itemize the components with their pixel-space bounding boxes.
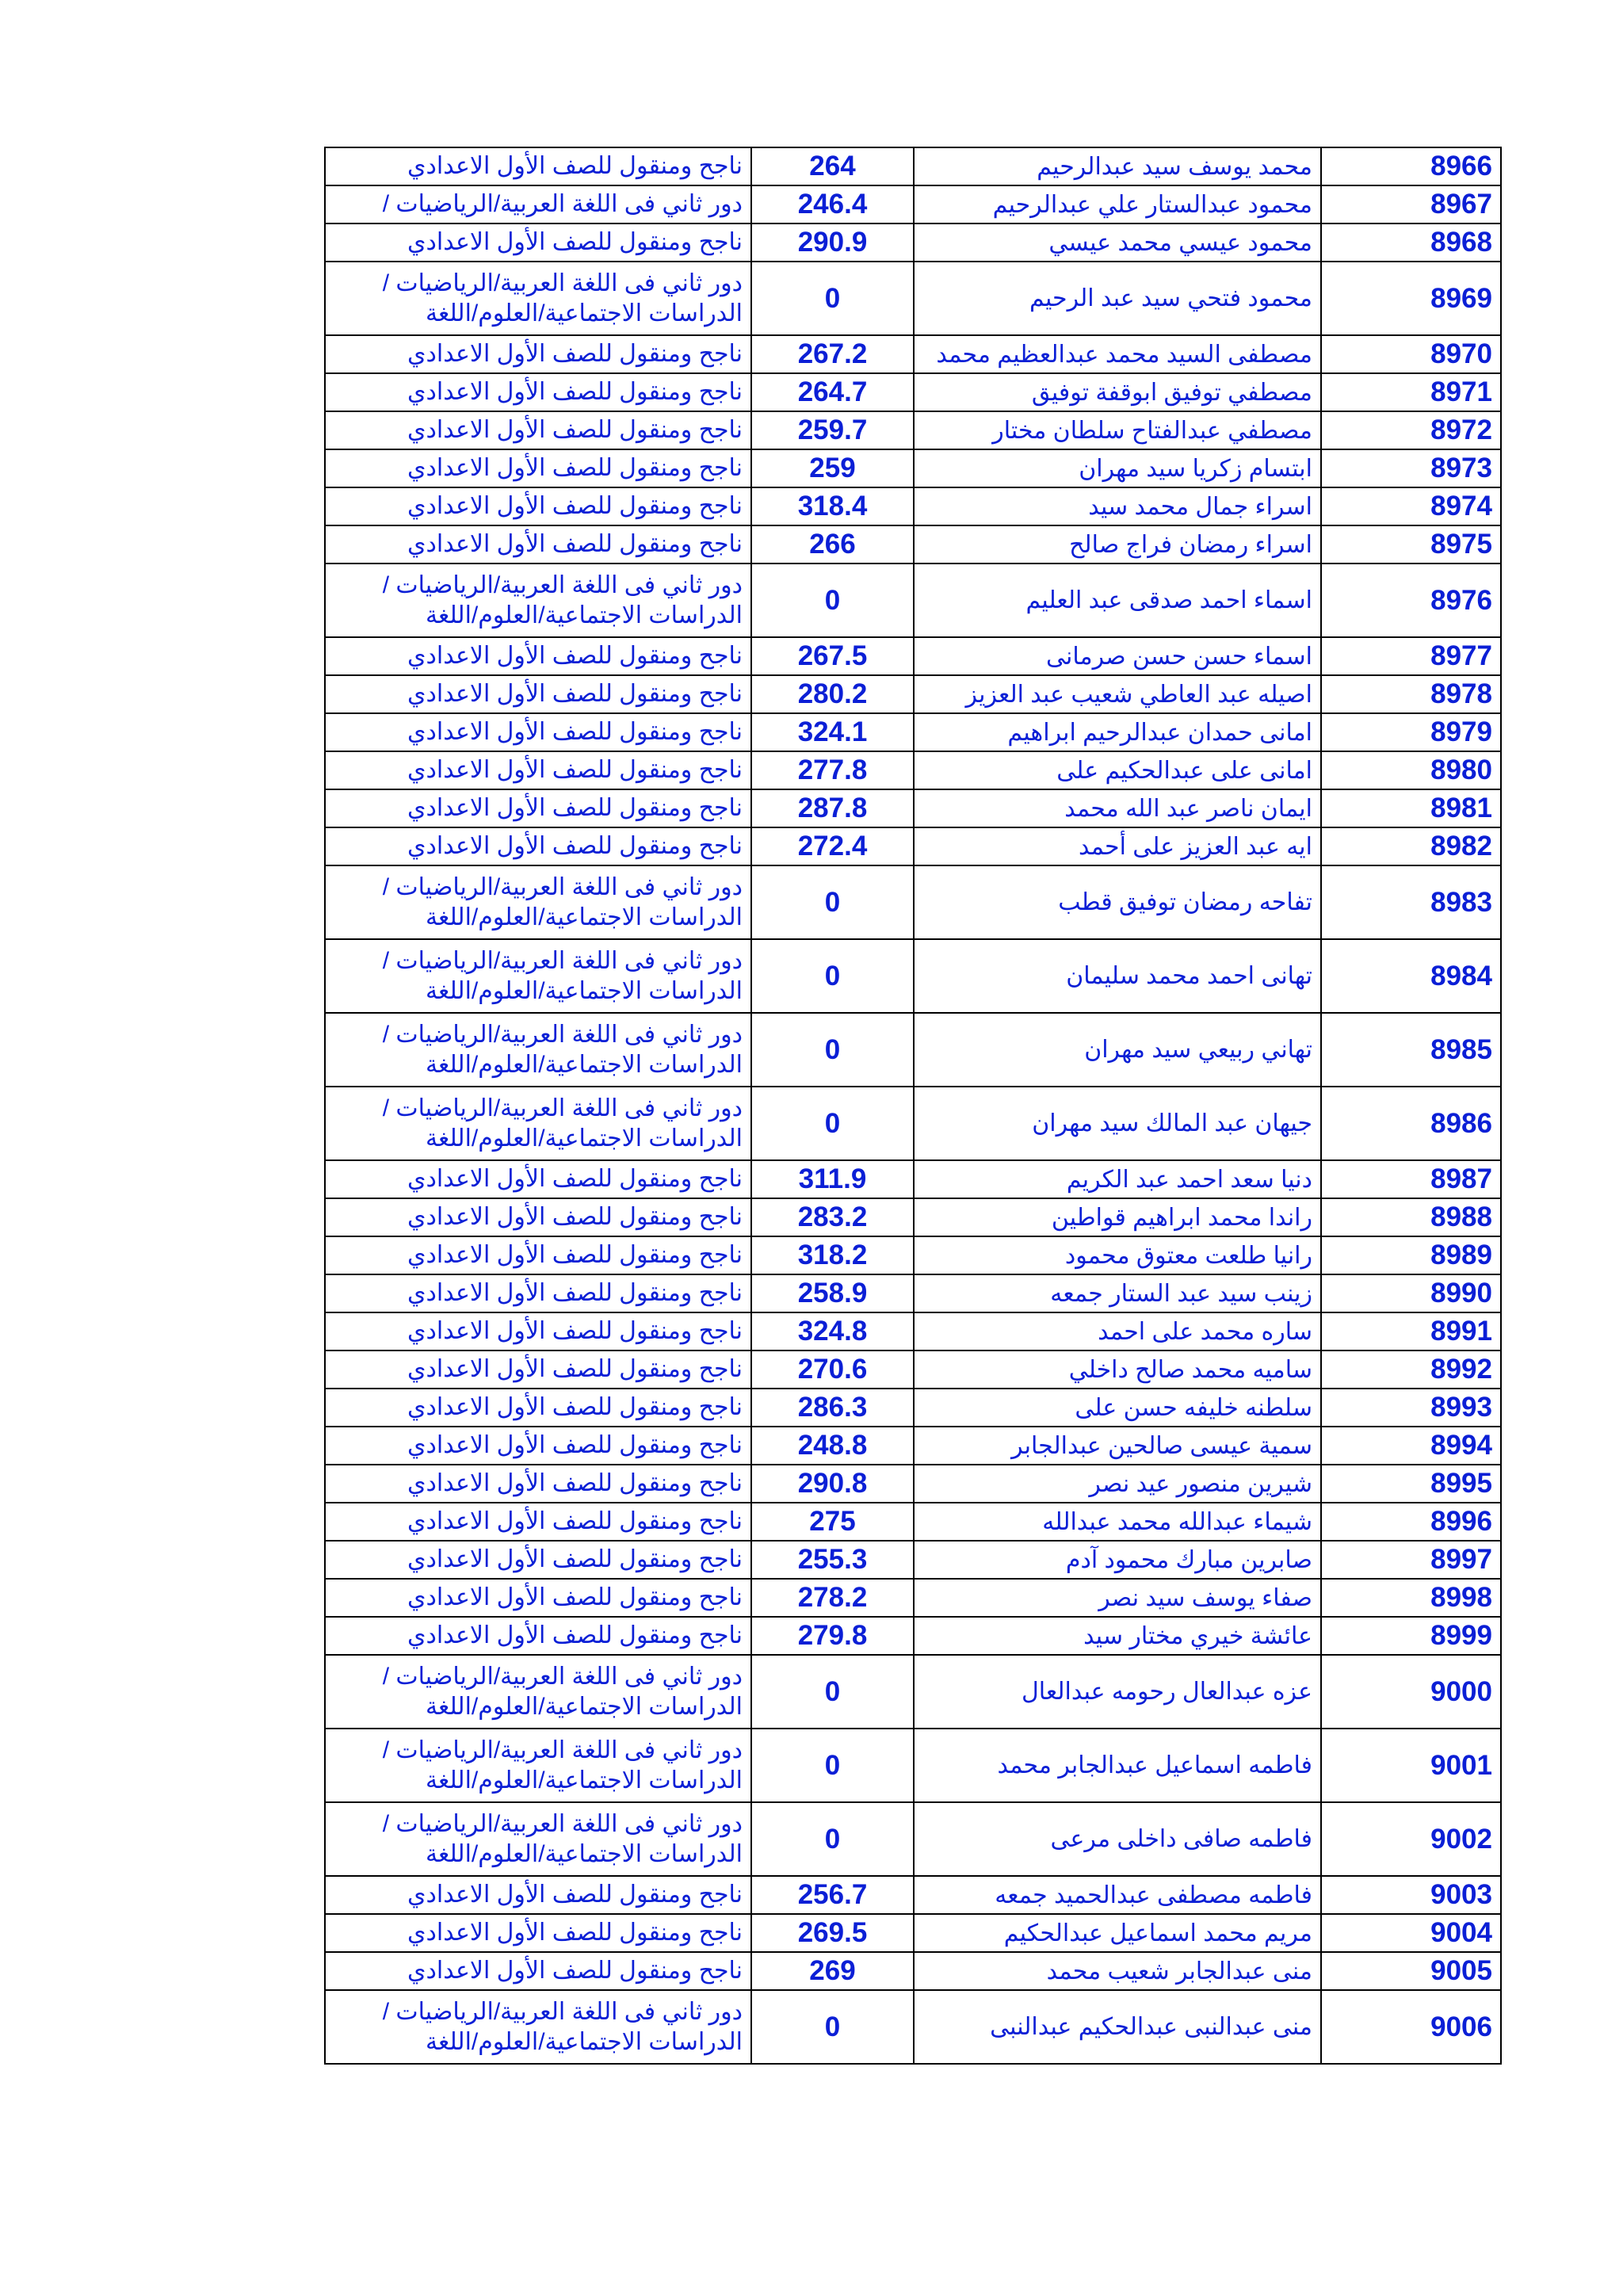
status-cell: ناجح ومنقول للصف الأول الاعدادي: [325, 1274, 751, 1312]
seat-number-cell: 8993: [1321, 1389, 1501, 1427]
student-name-cell: ساميه محمد صالح داخلي: [914, 1350, 1321, 1389]
student-name-cell: فاطمه صافى داخلى مرعى: [914, 1802, 1321, 1876]
seat-number-cell: 8969: [1321, 262, 1501, 335]
table-row: [325, 563, 1501, 637]
seat-number-cell: 8983: [1321, 865, 1501, 939]
student-name-cell: اسماء حسن حسن صرمانى: [914, 637, 1321, 675]
student-name-cell: ساره محمد على احمد: [914, 1312, 1321, 1350]
score-cell: 264.7: [751, 373, 914, 411]
score-cell: 270.6: [751, 1350, 914, 1389]
table-row: [325, 1914, 1501, 1952]
score-cell: 0: [751, 1729, 914, 1802]
table-row: [325, 335, 1501, 373]
seat-number-cell: 8987: [1321, 1160, 1501, 1198]
status-cell: ناجح ومنقول للصف الأول الاعدادي: [325, 789, 751, 827]
score-cell: 324.8: [751, 1312, 914, 1350]
student-name-cell: رانيا طلعت معتوق محمود: [914, 1236, 1321, 1274]
status-cell: ناجح ومنقول للصف الأول الاعدادي: [325, 487, 751, 525]
student-name-cell: محمود عبدالستار علي عبدالرحيم: [914, 185, 1321, 223]
seat-number-cell: 8977: [1321, 637, 1501, 675]
score-cell: 278.2: [751, 1579, 914, 1617]
seat-number-cell: 9003: [1321, 1876, 1501, 1914]
student-name-cell: عائشة خيري مختار سيد: [914, 1617, 1321, 1655]
table-row: [325, 449, 1501, 487]
seat-number-cell: 9000: [1321, 1655, 1501, 1729]
seat-number-cell: 8990: [1321, 1274, 1501, 1312]
score-cell: 286.3: [751, 1389, 914, 1427]
seat-number-cell: 8966: [1321, 147, 1501, 185]
seat-number-cell: 8980: [1321, 751, 1501, 789]
seat-number-cell: 8988: [1321, 1198, 1501, 1236]
status-cell: ناجح ومنقول للصف الأول الاعدادي: [325, 1952, 751, 1990]
student-name-cell: تفاحه رمضان توفيق قطب: [914, 865, 1321, 939]
score-cell: 267.5: [751, 637, 914, 675]
seat-number-cell: 9002: [1321, 1802, 1501, 1876]
status-cell: ناجح ومنقول للصف الأول الاعدادي: [325, 1160, 751, 1198]
table-row: [325, 1389, 1501, 1427]
status-cell: دور ثاني فى اللغة العربية/الرياضيات / الدراسات الاجتماعية/العلوم/اللغة: [325, 1087, 751, 1160]
status-cell: ناجح ومنقول للصف الأول الاعدادي: [325, 1389, 751, 1427]
score-cell: 259.7: [751, 411, 914, 449]
seat-number-cell: 8996: [1321, 1503, 1501, 1541]
table-row: [325, 185, 1501, 223]
table-row: [325, 1729, 1501, 1802]
table-row: [325, 262, 1501, 335]
table-row: [325, 1465, 1501, 1503]
status-cell: ناجح ومنقول للصف الأول الاعدادي: [325, 1914, 751, 1952]
table-row: [325, 1274, 1501, 1312]
seat-number-cell: 8986: [1321, 1087, 1501, 1160]
seat-number-cell: 9001: [1321, 1729, 1501, 1802]
table-row: [325, 411, 1501, 449]
seat-number-cell: 8997: [1321, 1541, 1501, 1579]
status-cell: دور ثاني فى اللغة العربية/الرياضيات / الدراسات الاجتماعية/العلوم/اللغة: [325, 939, 751, 1013]
student-name-cell: ايمان ناصر عبد الله محمد: [914, 789, 1321, 827]
score-cell: 269: [751, 1952, 914, 1990]
student-name-cell: فاطمه اسماعيل عبدالجابر محمد: [914, 1729, 1321, 1802]
status-cell: ناجح ومنقول للصف الأول الاعدادي: [325, 411, 751, 449]
status-cell: ناجح ومنقول للصف الأول الاعدادي: [325, 147, 751, 185]
student-name-cell: مصطفي عبدالفتاح سلطان مختار: [914, 411, 1321, 449]
seat-number-cell: 8967: [1321, 185, 1501, 223]
seat-number-cell: 8991: [1321, 1312, 1501, 1350]
score-cell: 324.1: [751, 713, 914, 751]
status-cell: ناجح ومنقول للصف الأول الاعدادي: [325, 1312, 751, 1350]
status-cell: دور ثاني فى اللغة العربية/الرياضيات / الدراسات الاجتماعية/العلوم/اللغة: [325, 1802, 751, 1876]
student-name-cell: امانى على عبدالحكيم على: [914, 751, 1321, 789]
student-name-cell: راندا محمد ابراهيم قواطين: [914, 1198, 1321, 1236]
table-row: [325, 525, 1501, 563]
student-name-cell: مريم محمد اسماعيل عبدالحكيم: [914, 1914, 1321, 1952]
score-cell: 269.5: [751, 1914, 914, 1952]
status-cell: ناجح ومنقول للصف الأول الاعدادي: [325, 335, 751, 373]
status-cell: ناجح ومنقول للصف الأول الاعدادي: [325, 1503, 751, 1541]
seat-number-cell: 8974: [1321, 487, 1501, 525]
student-name-cell: محمود عيسي محمد عيسي: [914, 223, 1321, 262]
status-cell: ناجح ومنقول للصف الأول الاعدادي: [325, 675, 751, 713]
student-name-cell: مصطفى السيد محمد عبدالعظيم محمد: [914, 335, 1321, 373]
student-name-cell: منى عبدالجابر شعيب محمد: [914, 1952, 1321, 1990]
seat-number-cell: 9004: [1321, 1914, 1501, 1952]
score-cell: 311.9: [751, 1160, 914, 1198]
status-cell: ناجح ومنقول للصف الأول الاعدادي: [325, 1465, 751, 1503]
student-name-cell: اسماء احمد صدقى عبد العليم: [914, 563, 1321, 637]
seat-number-cell: 8982: [1321, 827, 1501, 865]
student-name-cell: محمد يوسف سيد عبدالرحيم: [914, 147, 1321, 185]
status-cell: ناجح ومنقول للصف الأول الاعدادي: [325, 1427, 751, 1465]
table-row: [325, 1952, 1501, 1990]
seat-number-cell: 9005: [1321, 1952, 1501, 1990]
score-cell: 248.8: [751, 1427, 914, 1465]
score-cell: 0: [751, 1655, 914, 1729]
student-name-cell: صابرين مبارك محمود آدم: [914, 1541, 1321, 1579]
table-row: [325, 1236, 1501, 1274]
table-row: [325, 751, 1501, 789]
table-row: [325, 1876, 1501, 1914]
seat-number-cell: 8994: [1321, 1427, 1501, 1465]
seat-number-cell: 8998: [1321, 1579, 1501, 1617]
student-name-cell: ابتسام زكريا سيد مهران: [914, 449, 1321, 487]
student-name-cell: امانى حمدان عبدالرحيم ابراهيم: [914, 713, 1321, 751]
status-cell: دور ثاني فى اللغة العربية/الرياضيات / الدراسات الاجتماعية/العلوم/اللغة: [325, 1655, 751, 1729]
table-row: [325, 713, 1501, 751]
score-cell: 0: [751, 1013, 914, 1087]
status-cell: ناجح ومنقول للصف الأول الاعدادي: [325, 637, 751, 675]
seat-number-cell: 9006: [1321, 1990, 1501, 2064]
status-cell: ناجح ومنقول للصف الأول الاعدادي: [325, 751, 751, 789]
student-name-cell: تهانى احمد محمد سليمان: [914, 939, 1321, 1013]
student-name-cell: زينب سيد عبد الستار جمعه: [914, 1274, 1321, 1312]
table-row: [325, 373, 1501, 411]
seat-number-cell: 8972: [1321, 411, 1501, 449]
seat-number-cell: 8970: [1321, 335, 1501, 373]
status-cell: ناجح ومنقول للصف الأول الاعدادي: [325, 449, 751, 487]
seat-number-cell: 8989: [1321, 1236, 1501, 1274]
student-name-cell: سمية عيسى صالحين عبدالجابر: [914, 1427, 1321, 1465]
student-name-cell: جيهان عبد المالك سيد مهران: [914, 1087, 1321, 1160]
student-name-cell: دنيا سعد احمد عبد الكريم: [914, 1160, 1321, 1198]
student-name-cell: سلطنه خليفه حسن على: [914, 1389, 1321, 1427]
student-name-cell: شيرين منصور عيد نصر: [914, 1465, 1321, 1503]
student-name-cell: اسراء جمال محمد سيد: [914, 487, 1321, 525]
score-cell: 280.2: [751, 675, 914, 713]
status-cell: ناجح ومنقول للصف الأول الاعدادي: [325, 223, 751, 262]
status-cell: ناجح ومنقول للصف الأول الاعدادي: [325, 373, 751, 411]
table-row: [325, 939, 1501, 1013]
seat-number-cell: 8995: [1321, 1465, 1501, 1503]
table-row: [325, 1160, 1501, 1198]
status-cell: دور ثاني فى اللغة العربية/الرياضيات / الدراسات الاجتماعية/العلوم/اللغة: [325, 563, 751, 637]
student-name-cell: اسراء رمضان فراج صالح: [914, 525, 1321, 563]
status-cell: ناجح ومنقول للصف الأول الاعدادي: [325, 713, 751, 751]
table-row: [325, 1503, 1501, 1541]
seat-number-cell: 8976: [1321, 563, 1501, 637]
score-cell: 0: [751, 1087, 914, 1160]
student-name-cell: عزه عبدالعال رحومه عبدالعال: [914, 1655, 1321, 1729]
status-cell: دور ثاني فى اللغة العربية/الرياضيات /: [325, 185, 751, 223]
student-name-cell: منى عبدالنبى عبدالحكيم عبدالنبى: [914, 1990, 1321, 2064]
table-row: [325, 1655, 1501, 1729]
table-row: [325, 1990, 1501, 2064]
status-cell: دور ثاني فى اللغة العربية/الرياضيات / الدراسات الاجتماعية/العلوم/اللغة: [325, 1990, 751, 2064]
score-cell: 256.7: [751, 1876, 914, 1914]
status-cell: دور ثاني فى اللغة العربية/الرياضيات / الدراسات الاجتماعية/العلوم/اللغة: [325, 1729, 751, 1802]
table-row: [325, 1013, 1501, 1087]
student-name-cell: محمود فتحي سيد عبد الرحيم: [914, 262, 1321, 335]
student-name-cell: صفاء يوسف سيد نصر: [914, 1579, 1321, 1617]
score-cell: 255.3: [751, 1541, 914, 1579]
table-row: [325, 637, 1501, 675]
score-cell: 283.2: [751, 1198, 914, 1236]
student-name-cell: ايه عبد العزيز على أحمد: [914, 827, 1321, 865]
score-cell: 318.2: [751, 1236, 914, 1274]
table-row: [325, 865, 1501, 939]
seat-number-cell: 8985: [1321, 1013, 1501, 1087]
student-name-cell: فاطمه مصطفى عبدالحميد جمعه: [914, 1876, 1321, 1914]
score-cell: 258.9: [751, 1274, 914, 1312]
student-name-cell: شيماء عبدالله محمد عبدالله: [914, 1503, 1321, 1541]
table-row: [325, 147, 1501, 185]
status-cell: ناجح ومنقول للصف الأول الاعدادي: [325, 1541, 751, 1579]
student-name-cell: تهاني ربيعي سيد مهران: [914, 1013, 1321, 1087]
score-cell: 272.4: [751, 827, 914, 865]
seat-number-cell: 8984: [1321, 939, 1501, 1013]
status-cell: ناجح ومنقول للصف الأول الاعدادي: [325, 525, 751, 563]
score-cell: 318.4: [751, 487, 914, 525]
table-row: [325, 223, 1501, 262]
seat-number-cell: 8981: [1321, 789, 1501, 827]
score-cell: 267.2: [751, 335, 914, 373]
status-cell: ناجح ومنقول للصف الأول الاعدادي: [325, 1579, 751, 1617]
seat-number-cell: 8979: [1321, 713, 1501, 751]
results-body: [325, 147, 1501, 2064]
seat-number-cell: 8992: [1321, 1350, 1501, 1389]
student-name-cell: مصطفي توفيق ابوقفة توفيق: [914, 373, 1321, 411]
seat-number-cell: 8968: [1321, 223, 1501, 262]
status-cell: دور ثاني فى اللغة العربية/الرياضيات / الدراسات الاجتماعية/العلوم/اللغة: [325, 865, 751, 939]
score-cell: 290.8: [751, 1465, 914, 1503]
score-cell: 0: [751, 1990, 914, 2064]
status-cell: دور ثاني فى اللغة العربية/الرياضيات / الدراسات الاجتماعية/العلوم/اللغة: [325, 262, 751, 335]
table-row: [325, 1198, 1501, 1236]
table-row: [325, 789, 1501, 827]
table-row: [325, 1802, 1501, 1876]
status-cell: ناجح ومنقول للصف الأول الاعدادي: [325, 1350, 751, 1389]
score-cell: 246.4: [751, 185, 914, 223]
score-cell: 0: [751, 1802, 914, 1876]
student-name-cell: اصيله عبد العاطي شعيب عبد العزيز: [914, 675, 1321, 713]
table-row: [325, 1427, 1501, 1465]
table-row: [325, 487, 1501, 525]
score-cell: 279.8: [751, 1617, 914, 1655]
status-cell: ناجح ومنقول للصف الأول الاعدادي: [325, 1876, 751, 1914]
table-row: [325, 1087, 1501, 1160]
seat-number-cell: 8999: [1321, 1617, 1501, 1655]
score-cell: 290.9: [751, 223, 914, 262]
seat-number-cell: 8978: [1321, 675, 1501, 713]
score-cell: 0: [751, 939, 914, 1013]
status-cell: دور ثاني فى اللغة العربية/الرياضيات / الدراسات الاجتماعية/العلوم/اللغة: [325, 1013, 751, 1087]
score-cell: 287.8: [751, 789, 914, 827]
seat-number-cell: 8975: [1321, 525, 1501, 563]
table-row: [325, 675, 1501, 713]
score-cell: 275: [751, 1503, 914, 1541]
table-row: [325, 1312, 1501, 1350]
status-cell: ناجح ومنقول للصف الأول الاعدادي: [325, 827, 751, 865]
score-cell: 0: [751, 865, 914, 939]
seat-number-cell: 8973: [1321, 449, 1501, 487]
score-cell: 277.8: [751, 751, 914, 789]
table-row: [325, 1617, 1501, 1655]
status-cell: ناجح ومنقول للصف الأول الاعدادي: [325, 1617, 751, 1655]
seat-number-cell: 8971: [1321, 373, 1501, 411]
status-cell: ناجح ومنقول للصف الأول الاعدادي: [325, 1236, 751, 1274]
score-cell: 264: [751, 147, 914, 185]
table-row: [325, 1579, 1501, 1617]
table-row: [325, 1350, 1501, 1389]
table-row: [325, 1541, 1501, 1579]
table-row: [325, 827, 1501, 865]
results-table: [324, 147, 1502, 2065]
score-cell: 266: [751, 525, 914, 563]
score-cell: 259: [751, 449, 914, 487]
score-cell: 0: [751, 563, 914, 637]
score-cell: 0: [751, 262, 914, 335]
status-cell: ناجح ومنقول للصف الأول الاعدادي: [325, 1198, 751, 1236]
